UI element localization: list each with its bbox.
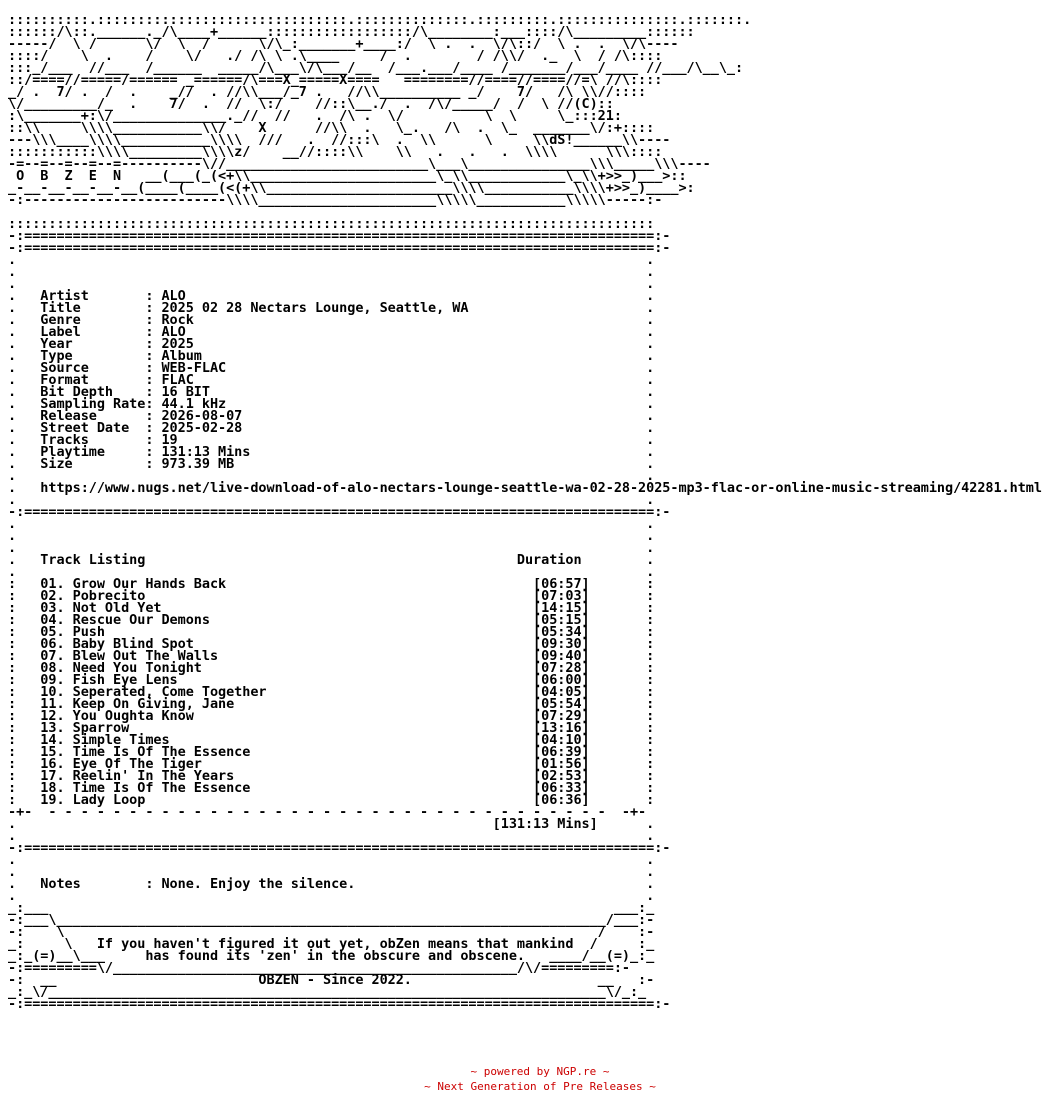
footer bbox=[350, 1064, 730, 1094]
nfo-text-block: ::::::::::.:::::::::::::::::::::::::::::::.::::::::::::::.:::::::::.:::::::::::::::.:::::::. ::::::/\::.______._/\____+______::::::::::::::::::/\________:___::::/\_________:::::: -----/ \ / \/ \ / \/\_:_______+____:/ \ . . \/\::/ \ . . \/\---- ::::/ \ . / \/ ./ /\ \ .\____ / . / /\\/ ._ \ / /\:::: :::_/___ //___ /______ _____/\___\/\___/__ /___.___/____ /_______/___/____ //___/\__\_: ::/====//=====/====== _======/\===X_=====X==== ========//====//====//=\ //\:::: _/ . 7/ . / . _// . //\\___/_7 . //\\__________ _/ 7/ /\ \\//:::: \/_________/_ . 7/ . // \:/ //::\__./ . /\/_____/ / \ //(C):: :\_______+:\/______________._// // . /\ . \/ \ \ \_:::21: ::\\ \\\\___________\\/ X //\\ . \_. /\ . \_ _______\/:+:::: ---\\\____\\\\___________\\\\ /// . //:::\ . \\ \ \\dS!______\\---- :::::::::::\\\\_________\\\\z/ __//::::\\ \\ . . . \\\\ \\\:::: -=--=--=--=--=----------\//_________________________\___\_______________\\\_____\\\---- O B Z E N __(___(_(<+\\_______________________\_\\____________\_\\+>>_)___>:: _-__-__-__-__-__(____(____(<(+\\_______________________\\\\___________\\\\+>>_)____>: -:-------------------------\\\\______________________\\\\\___________\\\\\-----:- :::::::::::::::::::::::::::::::::::::::::::::::::::::::::::::::::::::::::::::::: -:==============================================================================:- -:==============================================================================:- . . . . . . . Artist : ALO . . Title : 2025 02 28 Nectars Lounge, Seattle, WA . . Genre : Rock . . Label : ALO . . Year : 2025 . . Type : Album . . Source : WEB-FLAC . . Format : FLAC . . Bit Depth : 16 BIT . . Sampling Rate: 44.1 kHz . . Release : 2026-08-07 . . Street Date : 2025-02-28 . . Tracks : 19 . . Playtime : 131:13 Mins . . Size : 973.39 MB . . . . https://www.nugs.net/live-download-of-alo-nectars-lounge-seattle-wa-02-28-2025-mp3-flac-or-online-music-streaming/42281.html . . -:==============================================================================:- . . . . . . . Track Listing Duration . . . : 01. Grow Our Hands Back [06:57] : : 02. Pobrecito [07:03] : : 03. Not Old Yet [14:15] : : 04. Rescue Our Demons [05:15] : : 05. Push [05:34] : : 06. Baby Blind Spot [09:30] : : 07. Blew Out The Walls [09:40] : : 08. Need You Tonight [07:28] : : 09. Fish Eye Lens [06:00] : : 10. Seperated, Come Together [04:05] : : 11. Keep On Giving, Jane [05:54] : : 12. You Oughta Know [07:29] : : 13. Sparrow [13:16] : : 14. Simple Times [04:10] : : 15. Time Is Of The Essence [06:39] : : 16. Eye Of The Tiger [01:56] : : 17. Reelin' In The Years [02:53] : : 18. Time Is Of The Essence [06:33] : : 19. Lady Loop [06:36] : -+- - - - - - - - - - - - - - - - - - - - - - - - - - - - - - - - - - - - -+- . [131:13 Mins] . . . -:==============================================================================:- . . . . . Notes : None. Enjoy the silence. . . . _:___ ___:_ -:___\____________________________________________________________________/___:- -: \ / :- _: \ If you haven't figured it out yet, obZen means that mankind / :_ _:_(=)__\___ has found its 'zen' in the obscure and obscene. ____/__(=)_:_ -:=========\/__________________________________________________/\/=========:- -: __ OBZEN - Since 2022. __ :- _:_\/_____________________________________________________________________\/_:_ -:==============================================================================:- bbox=[8, 12, 1042, 1012]
powered-by-text: ~ powered by NGP.re ~ bbox=[470, 1065, 610, 1078]
tagline-text: ~ Next Generation of Pre Releases ~ bbox=[424, 1080, 656, 1093]
